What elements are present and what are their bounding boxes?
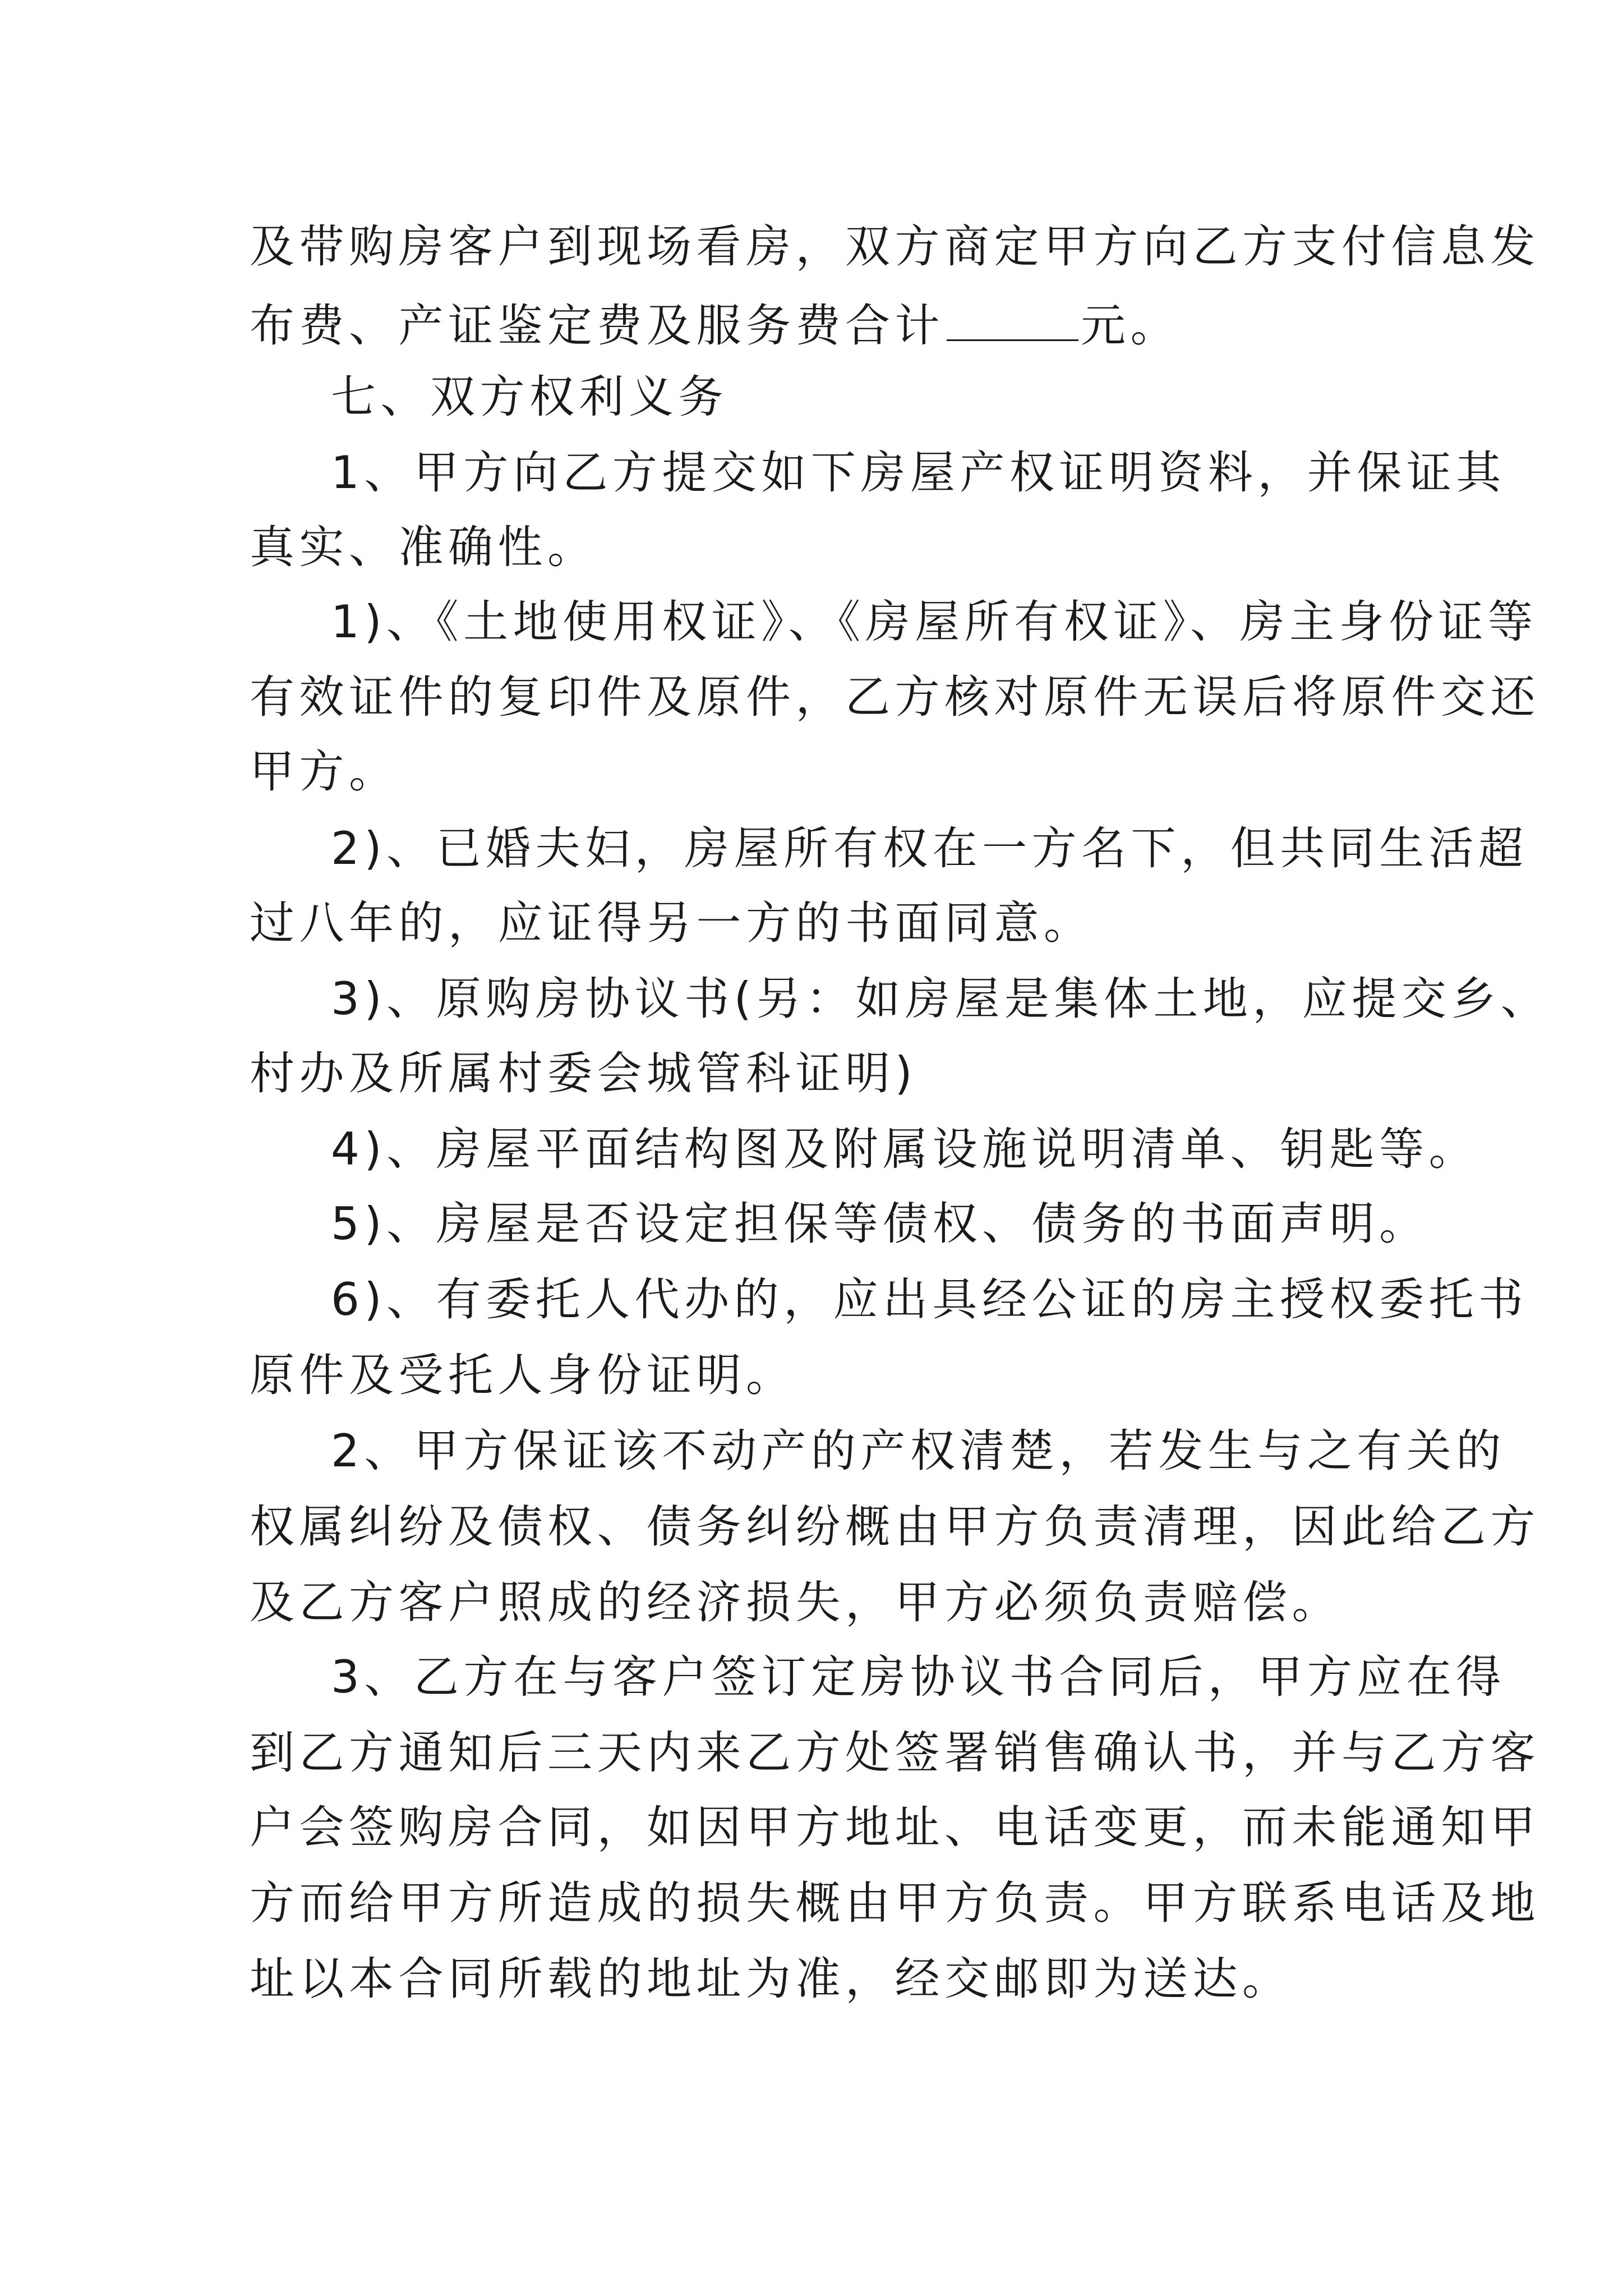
text-line: 1、甲方向乙方提交如下房屋产权证明资料，并保证其 bbox=[331, 447, 1506, 499]
text-segment: 元。 bbox=[1081, 300, 1180, 352]
text-line: 甲方。 bbox=[250, 746, 399, 798]
text-line: 过八年的，应证得另一方的书面同意。 bbox=[250, 897, 1094, 949]
text-line: 权属纠纷及债权、债务纠纷概由甲方负责清理，因此给乙方 bbox=[250, 1501, 1540, 1553]
section-heading: 七、双方权利义务 bbox=[331, 371, 728, 423]
text-line: 2)、已婚夫妇，房屋所有权在一方名下，但共同生活超 bbox=[331, 822, 1528, 875]
text-line: 4)、房屋平面结构图及附属设施说明清单、钥匙等。 bbox=[331, 1123, 1479, 1175]
text-line: 方而给甲方所造成的损失概由甲方负责。甲方联系电话及地 bbox=[250, 1877, 1540, 1929]
text-line: 及乙方客户照成的经济损失，甲方必须负责赔偿。 bbox=[250, 1576, 1341, 1628]
text-line: 5)、房屋是否设定担保等债权、债务的书面声明。 bbox=[331, 1198, 1429, 1250]
text-line bbox=[250, 300, 1180, 352]
text-line: 户会签购房合同，如因甲方地址、电话变更，而未能通知甲 bbox=[250, 1801, 1540, 1853]
text-line: 2、甲方保证该不动产的产权清楚，若发生与之有关的 bbox=[331, 1425, 1506, 1477]
text-line: 及带购房客户到现场看房，双方商定甲方向乙方支付信息发 bbox=[250, 220, 1540, 273]
text-line: 6)、有委托人代办的，应出具经公证的房主授权委托书 bbox=[331, 1273, 1528, 1326]
text-line: 有效证件的复印件及原件，乙方核对原件无误后将原件交还 bbox=[250, 671, 1540, 723]
text-line: 1)、《土地使用权证》、《房屋所有权证》、房主身份证等 bbox=[331, 596, 1538, 648]
text-line: 址以本合同所载的地址为准，经交邮即为送达。 bbox=[250, 1953, 1292, 2005]
text-line: 到乙方通知后三天内来乙方处签署销售确认书，并与乙方客 bbox=[250, 1727, 1540, 1779]
text-segment: 布费、产证鉴定费及服务费合计 bbox=[250, 300, 944, 352]
text-line: 3、乙方在与客户签订定房协议书合同后，甲方应在得 bbox=[331, 1651, 1506, 1703]
fill-in-blank bbox=[947, 300, 1078, 341]
text-line: 3)、原购房协议书(另：如房屋是集体土地，应提交乡、 bbox=[331, 973, 1551, 1025]
text-line: 真实、准确性。 bbox=[250, 521, 597, 573]
text-line: 村办及所属村委会城管科证明) bbox=[250, 1047, 917, 1099]
text-line: 原件及受托人身份证明。 bbox=[250, 1349, 796, 1401]
